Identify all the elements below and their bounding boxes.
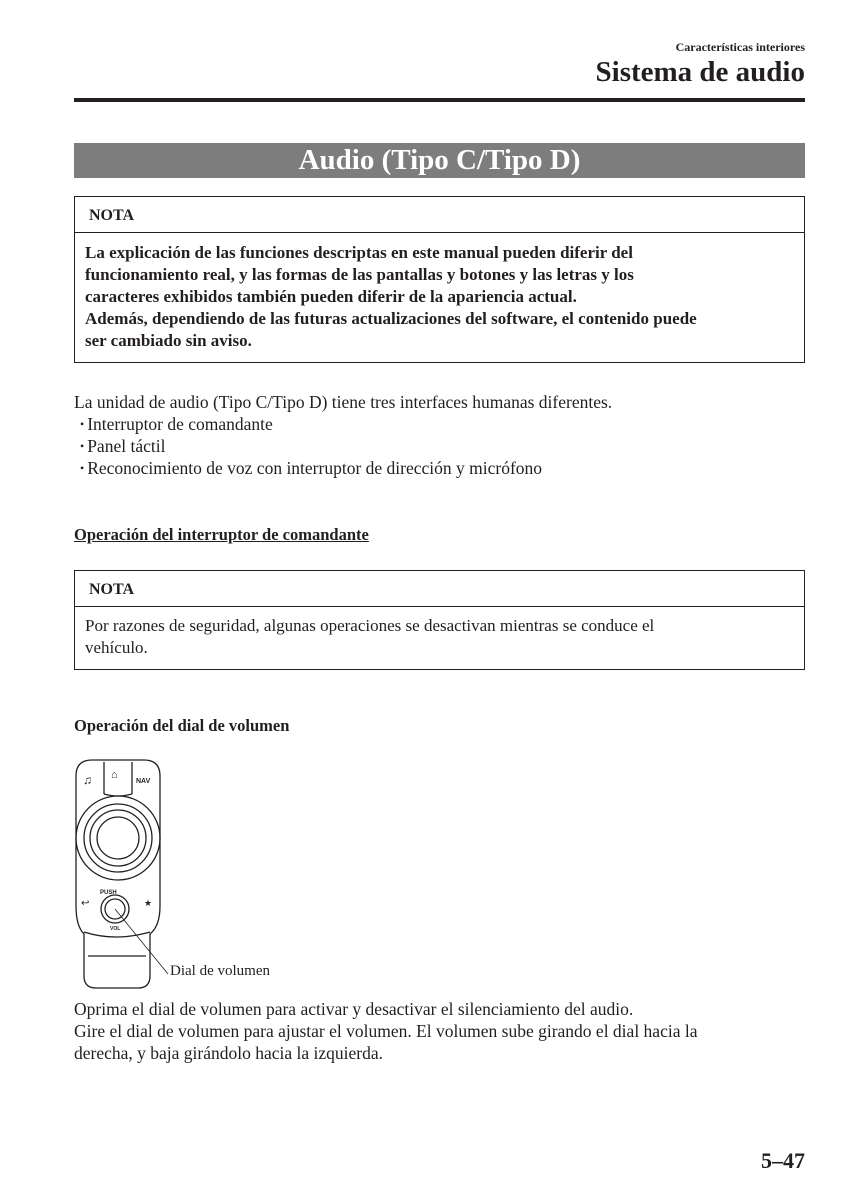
subheading-volume: Operación del dial de volumen <box>74 716 290 735</box>
page-title: Sistema de audio <box>595 56 805 88</box>
body-line: Oprima el dial de volumen para activar y desactivar el silenciamiento del audio. <box>74 999 634 1019</box>
list-item: • Reconocimiento de voz con interruptor de dirección y micrófono <box>74 457 612 479</box>
note-line: Además, dependiendo de las futuras actualizaciones del software, el contenido puede <box>85 309 697 328</box>
vol-label: VOL <box>110 926 121 932</box>
push-label: PUSH <box>100 890 117 896</box>
note-line: vehículo. <box>85 638 148 657</box>
section-banner: Audio (Tipo C/Tipo D) <box>74 143 805 178</box>
header-rule <box>74 98 805 102</box>
home-icon: ⌂ <box>111 769 118 781</box>
note-box <box>74 196 805 363</box>
note-line: Por razones de seguridad, algunas operaciones se desactivan mientras se conduce el <box>85 616 655 635</box>
list-item: • Interruptor de comandante <box>74 413 612 435</box>
figure-caption: Dial de volumen <box>170 963 270 979</box>
note-line: funcionamiento real, y las formas de las pantallas y botones y las letras y los <box>85 265 634 284</box>
back-icon: ↩ <box>81 898 90 909</box>
interface-list <box>74 413 612 479</box>
star-icon: ★ <box>144 898 153 908</box>
section-label: Características interiores <box>675 40 805 54</box>
note-box <box>74 570 805 670</box>
body-line: derecha, y baja girándolo hacia la izquierda. <box>74 1043 384 1063</box>
commander-switch-illustration <box>70 756 170 992</box>
list-item: • Panel táctil <box>74 435 612 457</box>
nav-label: NAV <box>136 778 151 785</box>
note-line: ser cambiado sin aviso. <box>85 331 252 350</box>
body-text <box>74 998 697 1064</box>
note-line: caracteres exhibidos también pueden diferir de la apariencia actual. <box>85 287 577 306</box>
intro-text <box>74 391 612 479</box>
note-heading: NOTA <box>75 197 804 233</box>
music-icon: ♫ <box>83 773 92 787</box>
note-heading: NOTA <box>75 571 804 607</box>
note-line: La explicación de las funciones descriptas en este manual pueden diferir del <box>85 243 633 262</box>
page-number: 5–47 <box>761 1148 805 1173</box>
intro-line: La unidad de audio (Tipo C/Tipo D) tiene tres interfaces humanas diferentes. <box>74 392 613 412</box>
subheading: Operación del interruptor de comandante <box>74 525 369 544</box>
body-line: Gire el dial de volumen para ajustar el volumen. El volumen sube girando el dial hacia la <box>74 1021 698 1041</box>
